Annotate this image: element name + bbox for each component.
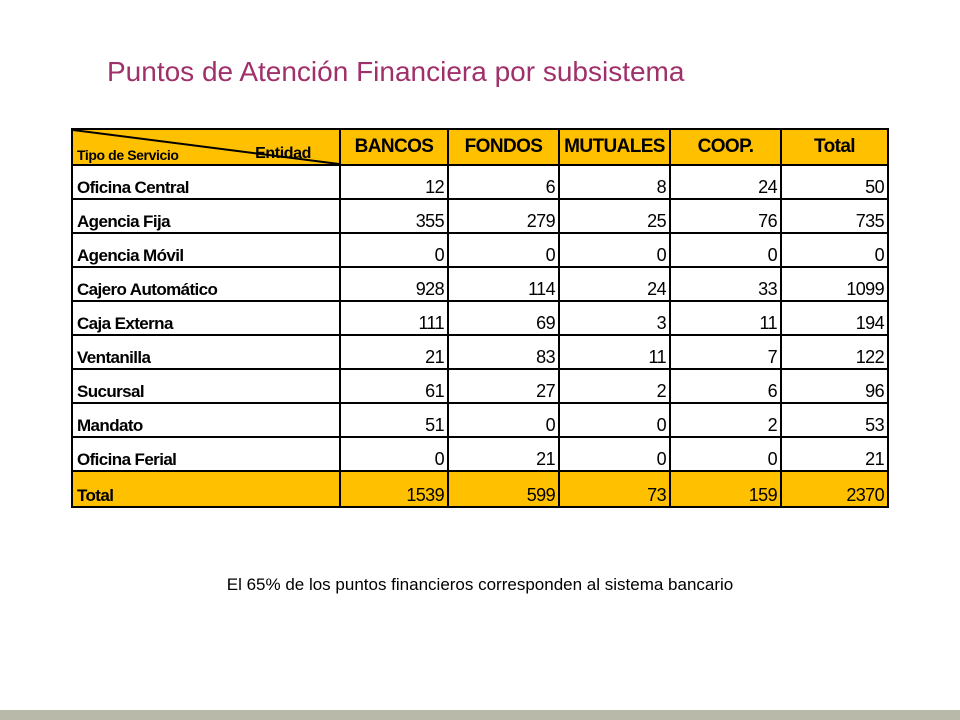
row-label: Sucursal (72, 369, 340, 403)
footer-bar (0, 710, 960, 720)
table-cell: 8 (559, 165, 670, 199)
table-cell: 2370 (781, 471, 888, 507)
table-cell: 6 (448, 165, 559, 199)
page-title: Puntos de Atención Financiera por subsistema (107, 56, 685, 87)
table-cell: 11 (670, 301, 781, 335)
table-cell: 1099 (781, 267, 888, 301)
table-row (72, 267, 888, 301)
row-label: Agencia Móvil (72, 233, 340, 267)
table-cell: 21 (340, 335, 448, 369)
table-cell: 2 (559, 369, 670, 403)
row-label: Oficina Central (72, 165, 340, 199)
table-cell: 1539 (340, 471, 448, 507)
table-row (72, 335, 888, 369)
table-row (72, 301, 888, 335)
table-cell: 11 (559, 335, 670, 369)
table-cell: 0 (559, 437, 670, 471)
table-row (72, 165, 888, 199)
table-cell: 61 (340, 369, 448, 403)
table-cell: 0 (559, 403, 670, 437)
table-total-row (72, 471, 888, 507)
table-cell: 0 (340, 233, 448, 267)
table-cell: 96 (781, 369, 888, 403)
table-container (71, 128, 889, 508)
table-cell: 599 (448, 471, 559, 507)
table-cell: 27 (448, 369, 559, 403)
table-cell: 0 (448, 233, 559, 267)
row-label: Mandato (72, 403, 340, 437)
table-cell: 0 (448, 403, 559, 437)
table-cell: 735 (781, 199, 888, 233)
table-row (72, 233, 888, 267)
table-cell: 0 (670, 233, 781, 267)
row-label: Oficina Ferial (72, 437, 340, 471)
column-header-mutuales: MUTUALES (559, 129, 670, 165)
table-cell: 73 (559, 471, 670, 507)
table-cell: 53 (781, 403, 888, 437)
table-cell: 114 (448, 267, 559, 301)
corner-column-label: Entidad (255, 145, 311, 162)
table-row (72, 437, 888, 471)
table-cell: 25 (559, 199, 670, 233)
table-cell: 69 (448, 301, 559, 335)
table-cell: 0 (781, 233, 888, 267)
table-cell: 76 (670, 199, 781, 233)
table-cell: 279 (448, 199, 559, 233)
column-header-bancos: BANCOS (340, 129, 448, 165)
table-cell: 21 (448, 437, 559, 471)
table-cell: 21 (781, 437, 888, 471)
data-table (71, 128, 889, 508)
caption-text: El 65% de los puntos financieros corresponden al sistema bancario (226, 575, 734, 594)
table-cell: 7 (670, 335, 781, 369)
table-cell: 12 (340, 165, 448, 199)
corner-header-cell (72, 129, 340, 165)
table-cell: 194 (781, 301, 888, 335)
column-header-total: Total (781, 129, 888, 165)
table-cell: 50 (781, 165, 888, 199)
row-label: Caja Externa (72, 301, 340, 335)
table-cell: 83 (448, 335, 559, 369)
table-cell: 111 (340, 301, 448, 335)
table-cell: 928 (340, 267, 448, 301)
row-label: Total (72, 471, 340, 507)
table-cell: 3 (559, 301, 670, 335)
table-row (72, 369, 888, 403)
table-cell: 355 (340, 199, 448, 233)
table-cell: 0 (559, 233, 670, 267)
row-label: Ventanilla (72, 335, 340, 369)
table-cell: 24 (559, 267, 670, 301)
table-cell: 51 (340, 403, 448, 437)
table-cell: 122 (781, 335, 888, 369)
table-cell: 6 (670, 369, 781, 403)
table-cell: 0 (340, 437, 448, 471)
table-row (72, 403, 888, 437)
table-cell: 0 (670, 437, 781, 471)
table-header-row (72, 129, 888, 165)
table-row (72, 199, 888, 233)
table-cell: 2 (670, 403, 781, 437)
table-cell: 33 (670, 267, 781, 301)
corner-row-label: Tipo de Servicio (77, 147, 179, 163)
column-header-coop: COOP. (670, 129, 781, 165)
row-label: Agencia Fija (72, 199, 340, 233)
table-cell: 24 (670, 165, 781, 199)
table-cell: 159 (670, 471, 781, 507)
row-label: Cajero Automático (72, 267, 340, 301)
column-header-fondos: FONDOS (448, 129, 559, 165)
